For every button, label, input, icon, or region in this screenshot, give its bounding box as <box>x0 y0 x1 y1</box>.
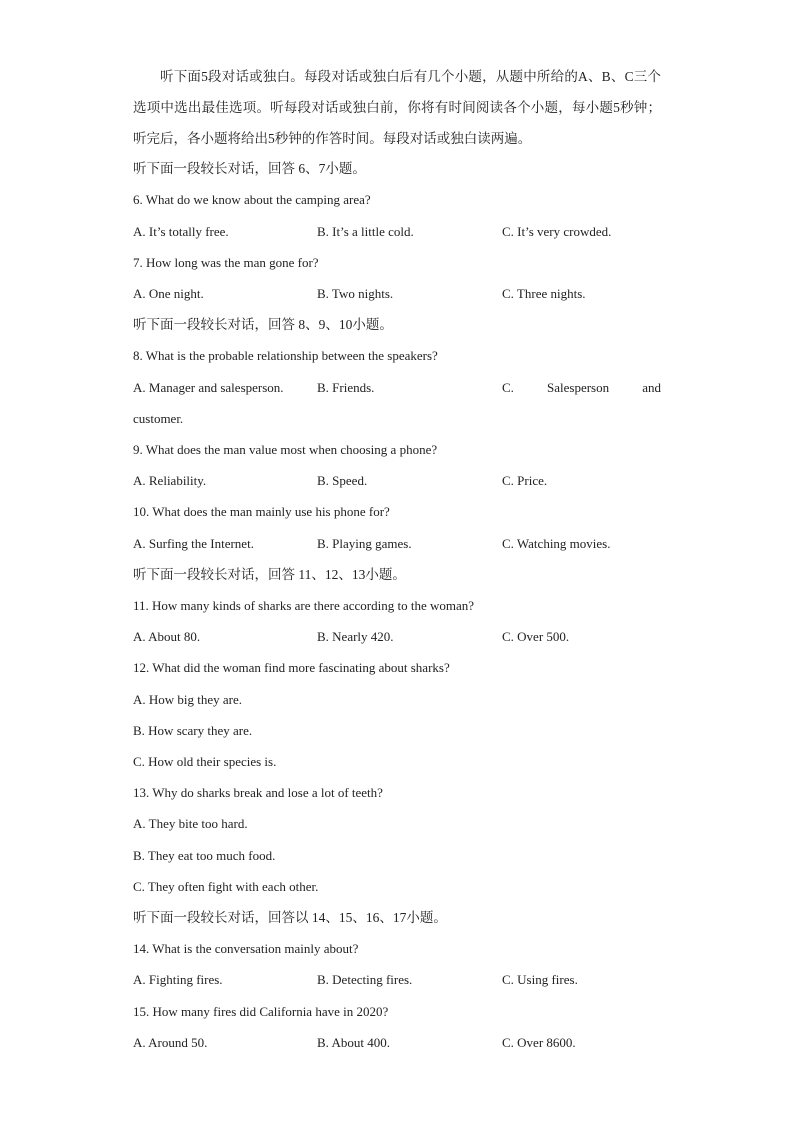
question-13: 13. Why do sharks break and lose a lot of teeth? <box>133 785 383 800</box>
section-heading-11-13: 听下面一段较长对话，回答 11、12、13小题。 <box>133 567 406 582</box>
question-7: 7. How long was the man gone for? <box>133 255 319 270</box>
question-9: 9. What does the man value most when choosing a phone? <box>133 442 438 457</box>
q11-option-a[interactable]: A. About 80. <box>133 629 201 644</box>
q9-option-a[interactable]: A. Reliability. <box>133 473 207 488</box>
q11-option-b[interactable]: B. Nearly 420. <box>317 629 394 644</box>
q7-option-a[interactable]: A. One night. <box>133 286 204 301</box>
q13-option-a[interactable]: A. They bite too hard. <box>133 816 248 831</box>
q15-option-a[interactable]: A. Around 50. <box>133 1035 208 1050</box>
q14-option-c[interactable]: C. Using fires. <box>502 972 578 987</box>
section-heading-14-17: 听下面一段较长对话，回答以 14、15、16、17小题。 <box>133 910 447 925</box>
q13-option-b[interactable]: B. They eat too much food. <box>133 848 276 863</box>
q8-option-b[interactable]: B. Friends. <box>317 380 375 395</box>
section-heading-6-7: 听下面一段较长对话，回答 6、7小题。 <box>133 161 366 176</box>
q14-option-a[interactable]: A. Fighting fires. <box>133 972 223 987</box>
q12-option-a[interactable]: A. How big they are. <box>133 692 243 707</box>
section-heading-8-10: 听下面一段较长对话，回答 8、9、10小题。 <box>133 317 393 332</box>
q8-option-c[interactable] <box>502 379 661 397</box>
q11-option-c[interactable]: C. Over 500. <box>502 629 570 644</box>
q8-option-c-letter: C. <box>502 380 514 395</box>
question-12: 12. What did the woman find more fascinating about sharks? <box>133 660 450 675</box>
q9-option-b[interactable]: B. Speed. <box>317 473 368 488</box>
question-11: 11. How many kinds of sharks are there according to the woman? <box>133 598 475 613</box>
q12-option-b[interactable]: B. How scary they are. <box>133 723 253 738</box>
q10-option-a[interactable]: A. Surfing the Internet. <box>133 536 254 551</box>
q6-option-b[interactable]: B. It’s a little cold. <box>317 224 414 239</box>
q9-option-c[interactable]: C. Price. <box>502 473 548 488</box>
question-6: 6. What do we know about the camping area? <box>133 192 371 207</box>
question-10: 10. What does the man mainly use his phone for? <box>133 504 390 519</box>
question-8: 8. What is the probable relationship between the speakers? <box>133 348 438 363</box>
q8-option-c-continued: customer. <box>133 411 184 426</box>
question-15: 15. How many fires did California have in 2020? <box>133 1004 389 1019</box>
q8-option-c-word-2: and <box>642 380 661 395</box>
q14-option-b[interactable]: B. Detecting fires. <box>317 972 413 987</box>
q6-option-c[interactable]: C. It’s very crowded. <box>502 224 612 239</box>
q7-option-c[interactable]: C. Three nights. <box>502 286 586 301</box>
question-14: 14. What is the conversation mainly about? <box>133 941 359 956</box>
q8-option-c-word-1: Salesperson <box>547 380 610 395</box>
q7-option-b[interactable]: B. Two nights. <box>317 286 394 301</box>
q10-option-b[interactable]: B. Playing games. <box>317 536 412 551</box>
q15-option-c[interactable]: C. Over 8600. <box>502 1035 576 1050</box>
q6-option-a[interactable]: A. It’s totally free. <box>133 224 229 239</box>
q10-option-c[interactable]: C. Watching movies. <box>502 536 611 551</box>
listening-instructions: 听下面5段对话或独白。每段对话或独白后有几个小题，从题中所给的A、B、C三个选项中选出最佳选项。听每段对话或独白前，你将有时间阅读各个小题，每小题5秒钟；听完后，各小题将给出5秒钟的作答时间。每段对话或独白读两遍。 <box>133 69 661 146</box>
q15-option-b[interactable]: B. About 400. <box>317 1035 390 1050</box>
q13-option-c[interactable]: C. They often fight with each other. <box>133 879 319 894</box>
q12-option-c[interactable]: C. How old their species is. <box>133 754 277 769</box>
q8-option-a[interactable]: A. Manager and salesperson. <box>133 380 284 395</box>
